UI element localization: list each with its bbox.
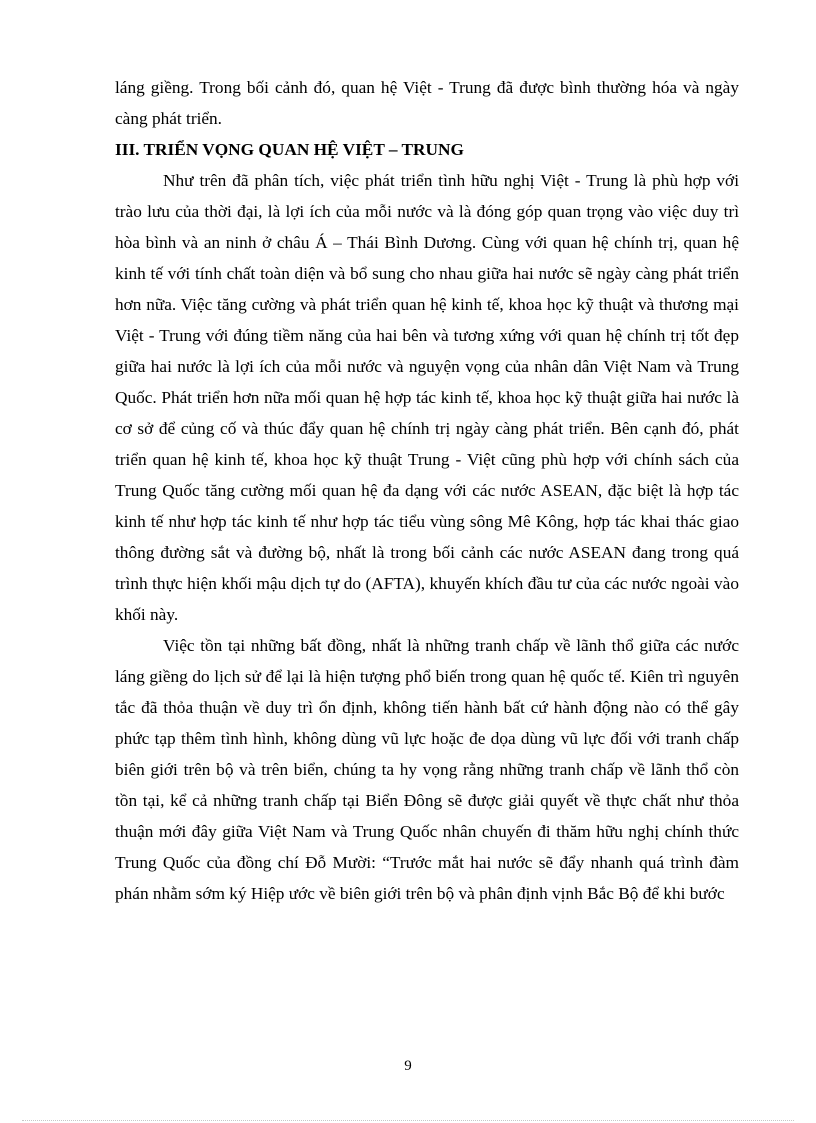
document-body xyxy=(115,72,739,909)
page-number: 9 xyxy=(404,1058,412,1074)
body-paragraph-1: Như trên đã phân tích, việc phát triển tình hữu nghị Việt - Trung là phù hợp với trào lưu của thời đại, là lợi ích của mỗi nước và là đóng góp quan trọng vào việc duy trì hòa bình và an ninh ở châu Á – Thái Bình Dương. Cùng với quan hệ chính trị, quan hệ kinh tế với tính chất toàn diện và bổ sung cho nhau giữa hai nước sẽ ngày càng phát triển hơn nữa. Việc tăng cường và phát triển quan hệ kinh tế, khoa học kỹ thuật và thương mại Việt - Trung với đúng tiềm năng của hai bên và tương xứng với quan hệ chính trị tốt đẹp giữa hai nước là lợi ích của mỗi nước và nguyện vọng của nhân dân Việt Nam và Trung Quốc. Phát triển hơn nữa mối quan hệ hợp tác kinh tế, khoa học kỹ thuật giữa hai nước là cơ sở để củng cố và thúc đẩy quan hệ chính trị ngày càng phát triển. Bên cạnh đó, phát triển quan hệ kinh tế, khoa học kỹ thuật Trung - Việt cũng phù hợp với chính sách của Trung Quốc tăng cường mối quan hệ đa dạng với các nước ASEAN, đặc biệt là hợp tác kinh tế như hợp tác kinh tế như hợp tác tiểu vùng sông Mê Kông, hợp tác khai thác giao thông đường sắt và đường bộ, nhất là trong bối cảnh các nước ASEAN đang trong quá trình thực hiện khối mậu dịch tự do (AFTA), khuyến khích đầu tư của các nước ngoài vào khối này. xyxy=(115,171,739,624)
body-paragraph-2: Việc tồn tại những bất đồng, nhất là những tranh chấp về lãnh thổ giữa các nước láng giềng do lịch sử để lại là hiện tượng phổ biến trong quan hệ quốc tế. Kiên trì nguyên tắc đã thỏa thuận về duy trì ổn định, không tiến hành bất cứ hành động nào có thể gây phức tạp thêm tình hình, không dùng vũ lực hoặc đe dọa dùng vũ lực đối với tranh chấp biên giới trên bộ và trên biển, chúng ta hy vọng rằng những tranh chấp về lãnh thổ còn tồn tại, kể cả những tranh chấp tại Biển Đông sẽ được giải quyết về thực chất như thỏa thuận mới đây giữa Việt Nam và Trung Quốc nhân chuyến đi thăm hữu nghị chính thức Trung Quốc của đồng chí Đỗ Mười: “Trước mắt hai nước sẽ đẩy nhanh quá trình đàm phán nhằm sớm ký Hiệp ước về biên giới trên bộ và phân định vịnh Bắc Bộ để khi bước xyxy=(115,636,739,903)
section-heading: III. TRIỂN VỌNG QUAN HỆ VIỆT – TRUNG xyxy=(115,140,464,159)
intro-paragraph: láng giềng. Trong bối cảnh đó, quan hệ Việt - Trung đã được bình thường hóa và ngày càng phát triển. xyxy=(115,78,739,128)
page-bottom-divider xyxy=(22,1120,794,1121)
